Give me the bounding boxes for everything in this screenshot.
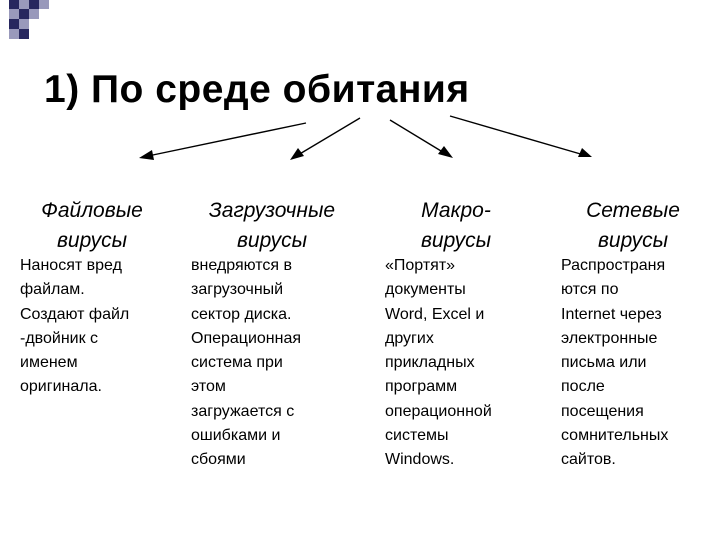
page-title: 1) По среде обитания: [44, 68, 470, 111]
description-macro-viruses: «Портят» документы Word, Excel и других прикладных программ операционной системы Windows.: [385, 257, 492, 469]
description-network-viruses: Распространя ются по Internet через электронные письма или после посещения сомнительных сайтов.: [561, 257, 669, 469]
description-boot-viruses: внедряются в загрузочный сектор диска. Операционная система при этом загружается с ошибками и сбоями: [191, 257, 302, 469]
heading-network-viruses: Сетевые вирусы: [586, 199, 680, 252]
heading-file-viruses: Файловые вирусы: [41, 199, 143, 252]
heading-macro-viruses: Макро- вирусы: [420, 199, 492, 252]
heading-boot-viruses: Загрузочные вирусы: [208, 199, 336, 252]
description-file-viruses: Наносят вред файлам. Создают файл -двойник с именем оригинала.: [20, 257, 130, 396]
